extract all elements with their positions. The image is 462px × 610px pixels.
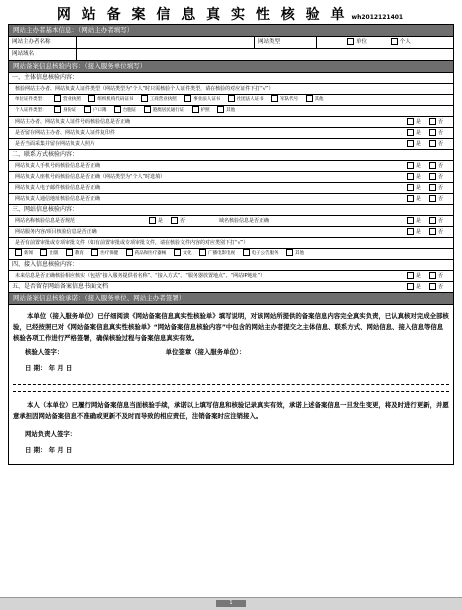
s1-line-3: 是否留存网站主办者、网站负责人证件复印件 是 否 <box>9 128 453 139</box>
site-name-row <box>9 49 453 61</box>
site-name-field[interactable] <box>77 49 453 60</box>
divider <box>13 384 449 385</box>
section-4-heading: 四、接入信息核验内容： <box>9 260 453 271</box>
promise-2 <box>9 392 453 422</box>
site-type-options: 单位 个人 <box>317 37 453 48</box>
form-code: wh2012121401 <box>351 14 404 21</box>
s3-line-3: 是否有前置审批或专项审批文件（如有前置审批或专项审批文件，请在核验文件内容的对应类别下打“√”） <box>9 238 453 249</box>
site-type-personal-checkbox[interactable] <box>391 38 398 45</box>
form-page <box>8 4 452 596</box>
section-3-heading: 三、网站信息核验内容： <box>9 205 453 216</box>
s1-line-4: 是否当面采集并留存网站负责人照片 是 否 <box>9 139 453 150</box>
s3-approval-options: 新闻 出版 教育 医疗保健 药品和医疗器械 文化 广播电影电视 电子公告服务 其他 <box>9 249 453 260</box>
s2-line-3: 网站负责人电子邮件核验信息是否正确 是 否 <box>9 183 453 194</box>
date-row-2: 日 期： 年 月 日 <box>25 446 73 454</box>
site-name-label: 网站域名 <box>9 49 77 60</box>
s1-line-1: 核验网站主办者、网站负责人证件类型（网站类型为“个人”时只需核验个人证件类型，请在核验的对应证件下打“√”） <box>9 84 453 95</box>
org-name-label: 网站主办者名称 <box>9 37 77 48</box>
s1-line-2: 网站主办者、网站负责人证件号码核验信息是否正确 是 否 <box>9 117 453 128</box>
verify-bar: 网站备案信息核验内容：（接入服务单位填写） <box>9 61 453 73</box>
s3-line-2: 网站服务内容/项目核验信息是否正确 是 否 <box>9 227 453 238</box>
s2-line-1: 网站负责人手机号码核验信息是否正确 是 否 <box>9 161 453 172</box>
signature-row-1: 核验人签字： 单位签章（接入服务单位）： <box>25 348 246 356</box>
s3-line-1: 网站名称核验信息是否规范 是 否 域名核验信息是否正确 是 否 <box>9 216 453 227</box>
section-1-heading: 一、主体信息核验内容： <box>9 73 453 84</box>
site-type-unit-checkbox[interactable] <box>347 38 354 45</box>
s1-personal-id-options: 个人证件类型： 身份证 户口簿 台胞证 港澳居民通行证 护照 其他 <box>9 106 453 117</box>
section-5-heading: 五、是否留存网站备案信息书面文档 是 否 <box>9 282 453 293</box>
section-2-heading: 二、联系方式核验内容： <box>9 150 453 161</box>
s1-unit-id-options: 单位证件类型： 营业执照 组织机构代码证书 工商营业执照 事业法人证书 社团法人证书 军队代号 其他 <box>9 95 453 106</box>
promise-bar: 网站备案信息核验承诺：（接入服务单位、网站主办者签署） <box>9 293 453 305</box>
page-tab[interactable]: 1 <box>216 600 246 607</box>
s2-line-4: 网站负责人通信地址核验信息是否正确 是 否 <box>9 194 453 205</box>
signature-row-2: 网站负责人签字： <box>25 430 77 438</box>
promise-1 <box>9 305 453 344</box>
org-name-row <box>9 37 453 49</box>
date-row-1: 日 期： 年 月 日 <box>25 364 73 372</box>
verification-form <box>8 24 454 465</box>
title-text: 网 站 备 案 信 息 真 实 性 核 验 单 <box>56 7 348 23</box>
org-name-field[interactable] <box>77 37 255 48</box>
promise-1-text: 本单位（接入服务单位）已仔细阅读《网站备案信息真实性核验单》填写说明，对该网站所提供的备案信息内容完全真实负责，已认真核对完成全部核验，已经按照已对《网站备案信息真实性核验单》“网站备案信息核验内容”中包含的网站主办者提交之主体信息、联系方式、网站信息、接入信息等信息核验各项工作进行严格签署，确保核验过程与备案信息真实有效。 <box>13 312 449 342</box>
site-type-label: 网站类型 <box>255 37 317 48</box>
s4-line-1: 未来信息是否正确核验相应核实（包括“接入服务提供者名称”、“接入方式”、“服务器放置地点”、“网站IP地址”） 是 否 <box>9 271 453 282</box>
org-info-bar: 网站主办者基本信息：（网站主办者填写） <box>9 25 453 37</box>
s2-line-2: 网站负责人座机号码核验信息是否正确（网站类型为“个人”时选填） 是 否 <box>9 172 453 183</box>
viewer-footer <box>0 597 462 610</box>
form-title <box>8 4 452 22</box>
promise-2-text: 本人（本单位）已履行网站备案信息当面核验手续，承诺以上填写信息和核验记录真实有效，承诺上述备案信息一旦发生变更，将及时进行更新，并愿意承担因网站备案信息不准确或更新不及时而导致的相应责任，注销备案时应注销接入。 <box>13 401 449 420</box>
